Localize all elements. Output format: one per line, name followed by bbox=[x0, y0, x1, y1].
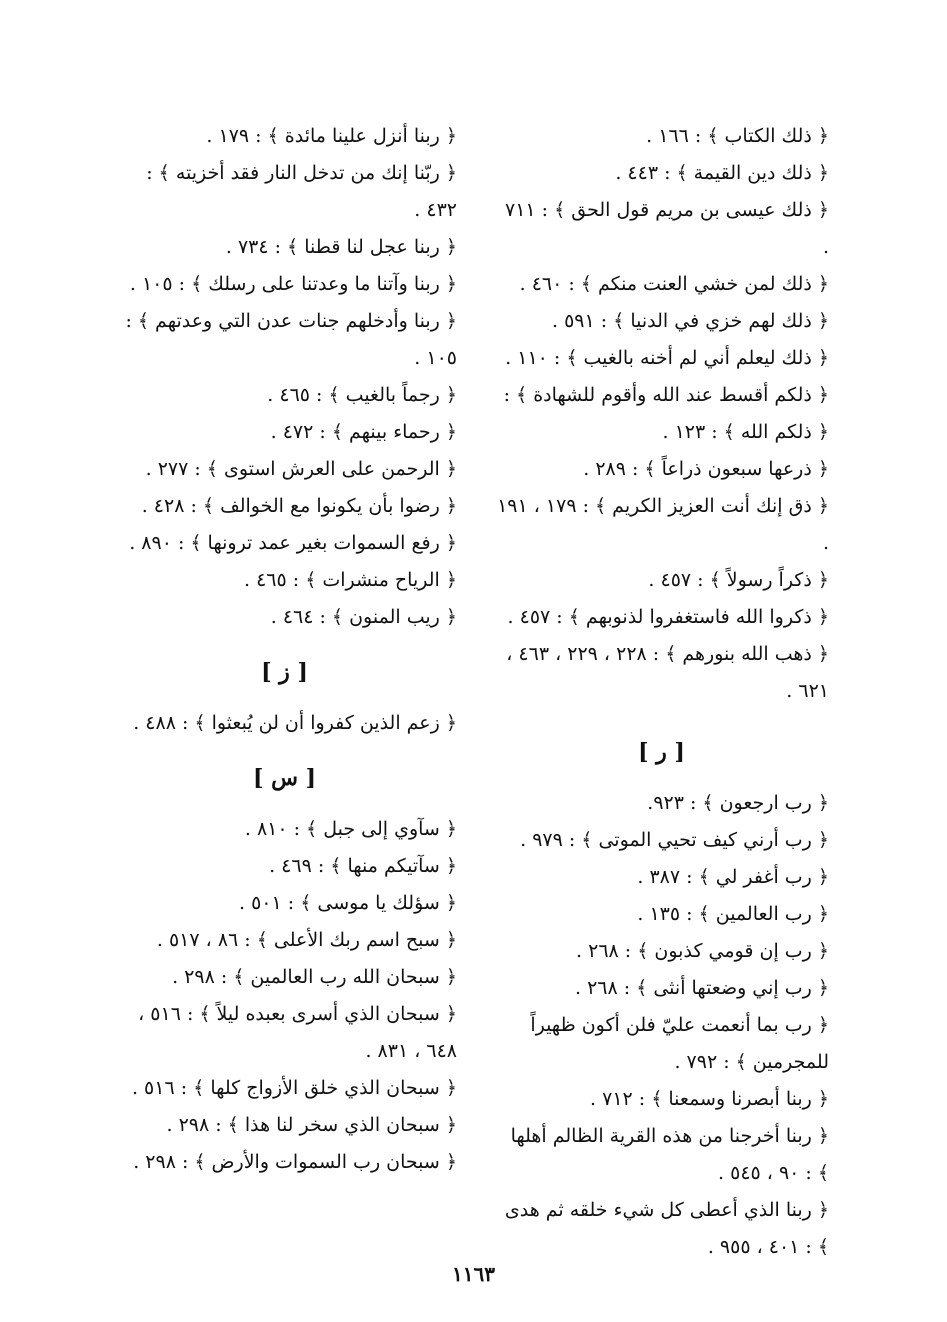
right-column bbox=[494, 118, 829, 1266]
index-entry: ﴿ سبحان الذي خلق الأزواج كلها ﴾ : ٥١٦ . bbox=[131, 1077, 457, 1099]
index-entry: ﴿ رب العالمين ﴾ : ١٣٥ . bbox=[637, 903, 829, 925]
index-entry: ﴿ ذكراً رسولاً ﴾ : ٤٥٧ . bbox=[648, 569, 829, 591]
index-entry: ﴿ ذهب الله بنورهم ﴾ : ٢٢٨ ، ٢٢٩ ، ٤٦٣ ، ٦٢١ . bbox=[506, 643, 829, 702]
index-entry: ﴿ زعم الذين كفروا أن لن يُبعثوا ﴾ : ٤٨٨ . bbox=[133, 712, 457, 734]
entries-sin bbox=[112, 811, 457, 1181]
index-entry: ﴿ رضوا بأن يكونوا مع الخوالف ﴾ : ٤٢٨ . bbox=[141, 495, 457, 517]
index-entry: ﴿ ذلكم أقسط عند الله وأقوم للشهادة ﴾ : bbox=[503, 384, 829, 406]
index-entry: ﴿ ربنا أبصرنا وسمعنا ﴾ : ٧١٢ . bbox=[590, 1088, 829, 1110]
index-entry: ﴿ سبحان الله رب العالمين ﴾ : ٢٩٨ . bbox=[172, 966, 457, 988]
index-entry: ﴿ ربنا أنزل علينا مائدة ﴾ : ١٧٩ . bbox=[206, 125, 457, 147]
entries-zay bbox=[112, 705, 457, 742]
entries-ra bbox=[494, 785, 829, 1266]
index-entry: ﴿ ربّنا إنك من تدخل النار فقد أخزيته ﴾ : ٤٣٢ . bbox=[146, 162, 457, 221]
index-entry: ﴿ رب إن قومي كذبون ﴾ : ٢٦٨ . bbox=[576, 940, 829, 962]
index-entry: ﴿ سبحان الذي أسرى بعبده ليلاً ﴾ : ٥١٦ ، ٦٤٨ ، ٨٣١ . bbox=[138, 1003, 457, 1062]
index-entry: ﴿ ذكروا الله فاستغفروا لذنوبهم ﴾ : ٤٥٧ . bbox=[507, 606, 829, 628]
index-entry: ﴿ ربنا أخرجنا من هذه القرية الظالم أهلها ﴾ : ٩٠ ، ٥٤٥ . bbox=[510, 1125, 829, 1184]
index-entry: ﴿ ذلك لمن خشي العنت منكم ﴾ : ٤٦٠ . bbox=[519, 273, 829, 295]
index-entry: ﴿ ذلك ليعلم أني لم أخنه بالغيب ﴾ : ١١٠ . bbox=[505, 347, 829, 369]
page-number: ١١٦٣ bbox=[452, 1262, 495, 1286]
index-entry: ﴿ ذق إنك أنت العزيز الكريم ﴾ : ١٧٩ ، ١٩١ . bbox=[497, 495, 829, 554]
index-entry: ﴿ ذلكم الله ﴾ : ١٢٣ . bbox=[662, 421, 829, 443]
entries-dhal bbox=[494, 118, 829, 710]
left-column bbox=[112, 118, 457, 1181]
index-entry: ﴿ ربنا الذي أعطى كل شيء خلقه ثم هدى ﴾ : ٤٠١ ، ٩٥٥ . bbox=[504, 1199, 829, 1258]
entries-ra-continued bbox=[112, 118, 457, 636]
index-entry: ﴿ ريب المنون ﴾ : ٤٦٤ . bbox=[270, 606, 457, 628]
index-entry: ﴿ ذلك الكتاب ﴾ : ١٦٦ . bbox=[646, 125, 829, 147]
index-entry: ﴿ رحماء بينهم ﴾ : ٤٧٢ . bbox=[270, 421, 457, 443]
index-entry: ﴿ ذرعها سبعون ذراعاً ﴾ : ٢٨٩ . bbox=[583, 458, 829, 480]
section-heading-sin: [ س ] bbox=[253, 765, 316, 791]
index-entry: ﴿ ربنا وآتنا ما وعدتنا على رسلك ﴾ : ١٠٥ . bbox=[129, 273, 457, 295]
index-entry: ﴿ ربنا وأدخلهم جنات عدن التي وعدتهم ﴾ : ١٠٥ . bbox=[125, 310, 457, 369]
index-entry: ﴿ ذلك دين القيمة ﴾ : ٤٤٣ . bbox=[615, 162, 829, 184]
index-entry: ﴿ سبحان الذي سخر لنا هذا ﴾ : ٢٩٨ . bbox=[166, 1114, 457, 1136]
index-entry: ﴿ رب أغفر لي ﴾ : ٣٨٧ . bbox=[637, 866, 829, 888]
index-entry: ﴿ رب إني وضعتها أنثى ﴾ : ٢٦٨ . bbox=[574, 977, 829, 999]
index-entry: ﴿ ربنا عجل لنا قطنا ﴾ : ٧٣٤ . bbox=[225, 236, 457, 258]
section-heading-zay: [ ز ] bbox=[261, 659, 308, 685]
index-entry: ﴿ سبح اسم ربك الأعلى ﴾ : ٨٦ ، ٥١٧ . bbox=[156, 929, 457, 951]
index-entry: ﴿ رفع السموات بغير عمد ترونها ﴾ : ٨٩٠ . bbox=[129, 532, 457, 554]
index-entry: ﴿ الرياح منشرات ﴾ : ٤٦٥ . bbox=[244, 569, 457, 591]
index-entry: ﴿ رب أرني كيف تحيي الموتى ﴾ : ٩٧٩ . bbox=[520, 829, 829, 851]
index-entry: ﴿ ذلك عيسى بن مريم قول الحق ﴾ : ٧١١ . bbox=[505, 199, 829, 258]
index-entry: ﴿ رب ارجعون ﴾ : ٩٢٣. bbox=[647, 792, 829, 814]
section-heading-ra: [ ر ] bbox=[638, 739, 685, 765]
index-entry: ﴿ الرحمن على العرش استوى ﴾ : ٢٧٧ . bbox=[145, 458, 457, 480]
index-entry: ﴿ رب بما أنعمت عليّ فلن أكون ظهيراً للمجرمين ﴾ : ٧٩٢ . bbox=[530, 1014, 829, 1073]
index-entry: ﴿ سبحان رب السموات والأرض ﴾ : ٢٩٨ . bbox=[133, 1151, 457, 1173]
index-entry: ﴿ سآتيكم منها ﴾ : ٤٦٩ . bbox=[269, 855, 457, 877]
index-entry: ﴿ سؤلك يا موسى ﴾ : ٥٠١ . bbox=[239, 892, 457, 914]
index-entry: ﴿ ذلك لهم خزي في الدنيا ﴾ : ٥٩١ . bbox=[551, 310, 829, 332]
index-entry: ﴿ رجماً بالغيب ﴾ : ٤٦٥ . bbox=[267, 384, 457, 406]
index-entry: ﴿ سآوي إلى جبل ﴾ : ٨١٠ . bbox=[244, 818, 457, 840]
